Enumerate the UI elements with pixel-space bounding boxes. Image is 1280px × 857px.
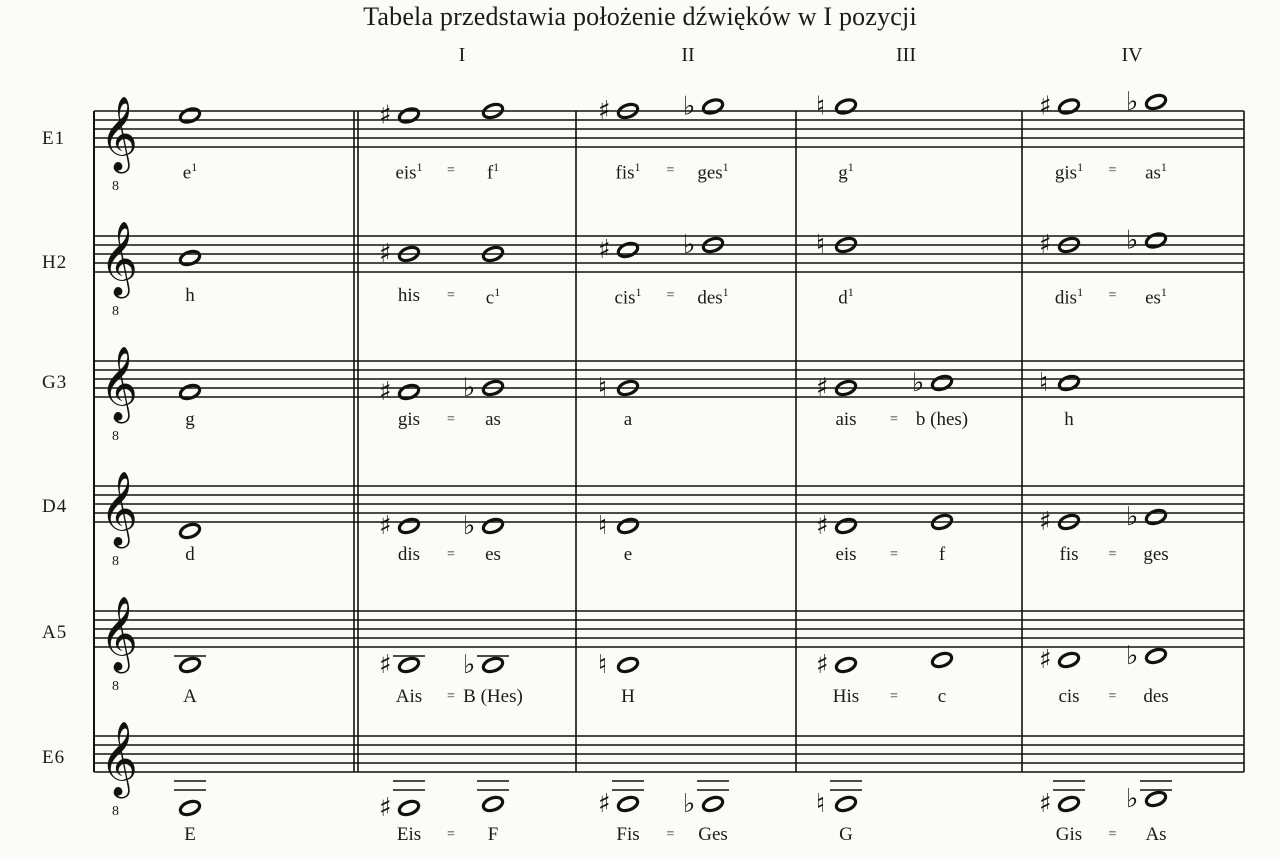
equals-sign: =: [1108, 689, 1117, 704]
note-name-label: $g^1$: [838, 160, 854, 184]
note-name-label: cis$^1$: [614, 285, 642, 309]
equals-sign: =: [1108, 827, 1117, 842]
note-name-label: As: [1145, 824, 1167, 845]
sharp-icon: ♯: [816, 373, 829, 403]
note-name-label: E: [184, 824, 196, 845]
note-name-label: d: [185, 544, 195, 565]
equals-sign: =: [890, 547, 898, 562]
whole-note: [931, 651, 954, 669]
string-label: D4: [42, 496, 68, 517]
natural-icon: ♮: [598, 373, 608, 403]
whole-note: [617, 241, 640, 259]
flat-icon: ♭: [1126, 641, 1139, 671]
note-name-label: f: [938, 544, 946, 565]
note-name-label: cis: [1058, 686, 1080, 707]
sharp-icon: ♯: [1039, 645, 1052, 675]
flat-icon: ♭: [683, 91, 696, 122]
flat-icon: ♭: [1126, 502, 1139, 532]
note-name-label: $f^1$: [486, 160, 500, 184]
note-name-label: des: [1143, 686, 1169, 707]
note-name-label: as: [485, 409, 501, 430]
whole-note: [179, 106, 202, 124]
sharp-icon: ♯: [816, 650, 829, 680]
note-name-label: dis: [397, 544, 421, 565]
flat-icon: ♭: [1126, 784, 1139, 814]
sharp-icon: ♯: [598, 789, 611, 819]
whole-note: [1145, 647, 1168, 665]
equals-sign: =: [447, 827, 455, 842]
clef-octave-mark: 8: [112, 304, 119, 319]
treble-clef-icon: 𝄞: [100, 597, 138, 671]
whole-note: [1145, 231, 1168, 249]
note-name-label: ges$^1$: [697, 160, 729, 184]
string-label: E6: [42, 747, 66, 768]
whole-note: [482, 656, 505, 674]
whole-note: [398, 383, 421, 401]
note-name-label: Eis: [396, 824, 422, 845]
clef-octave-mark: 8: [112, 179, 119, 194]
note-name-label: h: [1064, 409, 1074, 430]
note-name-label: b (hes): [915, 409, 969, 430]
sharp-icon: ♯: [1039, 507, 1052, 537]
note-name-label: H: [621, 686, 635, 707]
natural-icon: ♮: [598, 511, 608, 541]
flat-icon: ♭: [463, 511, 476, 541]
note-name-label: a: [623, 409, 633, 430]
whole-note: [1058, 795, 1081, 813]
clef-octave-mark: 8: [112, 429, 119, 444]
string-label: H2: [42, 252, 68, 273]
treble-clef-icon: 𝄞: [100, 347, 138, 421]
equals-sign: =: [666, 827, 675, 842]
sharp-icon: ♯: [379, 377, 392, 407]
natural-icon: ♮: [598, 650, 608, 680]
whole-note: [835, 795, 858, 813]
note-name-label: B (Hes): [463, 686, 523, 707]
note-name-label: Fis: [616, 824, 640, 845]
whole-note: [702, 795, 725, 813]
whole-note: [398, 106, 421, 124]
whole-note: [835, 517, 858, 535]
whole-note: [1058, 651, 1081, 669]
string-label: A5: [42, 622, 68, 643]
equals-sign: =: [447, 163, 455, 178]
note-name-label: $as^1$: [1145, 160, 1167, 184]
note-name-label: fis: [1059, 544, 1079, 565]
note-name-label: Ges: [698, 824, 728, 845]
sharp-icon: ♯: [816, 511, 829, 541]
note-name-label: e: [623, 544, 633, 565]
note-name-label: es: [485, 544, 501, 565]
whole-note: [398, 517, 421, 535]
note-name-label: A: [183, 686, 197, 707]
equals-sign: =: [1108, 547, 1117, 562]
flat-icon: ♭: [912, 368, 925, 398]
whole-note: [179, 249, 202, 267]
whole-note: [835, 656, 858, 674]
whole-note: [179, 383, 202, 401]
note-name-label: his: [397, 285, 421, 306]
note-name-label: $es^1$: [1145, 285, 1167, 309]
equals-sign: =: [890, 689, 898, 704]
sharp-icon: ♯: [1039, 230, 1052, 260]
whole-note: [179, 656, 202, 674]
treble-clef-icon: 𝄞: [100, 222, 138, 296]
note-name-label: $c^1$: [485, 285, 501, 309]
equals-sign: =: [1108, 163, 1117, 178]
equals-sign: =: [447, 547, 455, 562]
whole-note: [482, 517, 505, 535]
note-name-label: des$^1$: [697, 285, 729, 309]
note-name-label: $d^1$: [838, 285, 854, 309]
treble-clef-icon: 𝄞: [100, 472, 138, 546]
whole-note: [617, 795, 640, 813]
whole-note: [835, 97, 858, 115]
equals-sign: =: [666, 163, 675, 178]
sharp-icon: ♯: [1039, 789, 1052, 819]
treble-clef-icon: 𝄞: [100, 722, 138, 796]
whole-note: [931, 374, 954, 392]
equals-sign: =: [447, 412, 455, 427]
flat-icon: ♭: [683, 230, 696, 260]
sharp-icon: ♯: [379, 100, 392, 131]
whole-note: [482, 795, 505, 813]
flat-icon: ♭: [683, 789, 696, 819]
sharp-icon: ♯: [379, 239, 392, 269]
note-name-label: His: [832, 686, 860, 707]
position-label-II: II: [681, 44, 695, 66]
sharp-icon: ♯: [379, 650, 392, 680]
whole-note: [179, 522, 202, 540]
whole-note: [702, 97, 725, 115]
whole-note: [617, 656, 640, 674]
natural-icon: ♮: [816, 789, 826, 819]
treble-clef-icon: 𝄞: [100, 97, 138, 171]
note-name-label: gis: [397, 409, 421, 430]
sharp-icon: ♯: [598, 235, 611, 265]
equals-sign: =: [447, 288, 455, 303]
equals-sign: =: [890, 412, 898, 427]
flat-icon: ♭: [463, 650, 476, 680]
sharp-icon: ♯: [598, 96, 611, 126]
note-name-label: gis$^1$: [1054, 160, 1084, 184]
whole-note: [1145, 508, 1168, 526]
note-name-label: h: [185, 285, 195, 306]
note-name-label: g: [185, 409, 195, 430]
sharp-icon: ♯: [379, 511, 392, 541]
note-name-label: eis$^1$: [395, 160, 423, 184]
flat-icon: ♭: [1126, 225, 1139, 256]
whole-note: [179, 799, 202, 817]
note-name-label: fis$^1$: [615, 160, 641, 184]
whole-note: [1145, 93, 1168, 111]
whole-note: [617, 517, 640, 535]
equals-sign: =: [666, 288, 675, 303]
note-name-label: F: [487, 824, 499, 845]
clef-octave-mark: 8: [112, 804, 119, 819]
note-name-label: G: [839, 824, 853, 845]
whole-note: [398, 656, 421, 674]
natural-icon: ♮: [816, 230, 826, 260]
whole-note: [1145, 790, 1168, 808]
note-name-label: ges: [1143, 544, 1169, 565]
position-label-I: I: [458, 44, 466, 66]
note-name-label: c: [937, 686, 947, 707]
note-name-label: $e^1$: [182, 160, 198, 184]
page-title: Tabela przedstawia położenie dźwięków w I pozycji: [363, 2, 917, 31]
flat-icon: ♭: [1126, 87, 1139, 117]
natural-icon: ♮: [816, 91, 826, 122]
equals-sign: =: [447, 689, 455, 704]
clef-octave-mark: 8: [112, 679, 119, 694]
flat-icon: ♭: [463, 373, 476, 403]
sharp-icon: ♯: [379, 793, 392, 823]
note-name-label: dis$^1$: [1054, 285, 1084, 309]
equals-sign: =: [1108, 288, 1117, 303]
whole-note: [1058, 374, 1081, 392]
note-name-label: Ais: [395, 686, 423, 707]
string-label: G3: [42, 372, 68, 393]
whole-note: [398, 799, 421, 817]
note-name-label: eis: [835, 544, 857, 565]
staff-lines: [94, 111, 1244, 772]
whole-note: [1058, 97, 1081, 115]
sharp-icon: ♯: [1039, 91, 1052, 122]
note-name-label: ais: [835, 409, 857, 430]
position-label-III: III: [896, 44, 916, 66]
note-name-label: Gis: [1055, 824, 1083, 845]
clef-octave-mark: 8: [112, 554, 119, 569]
string-label: E1: [42, 128, 66, 149]
natural-icon: ♮: [1039, 368, 1049, 398]
position-label-IV: IV: [1121, 44, 1143, 66]
